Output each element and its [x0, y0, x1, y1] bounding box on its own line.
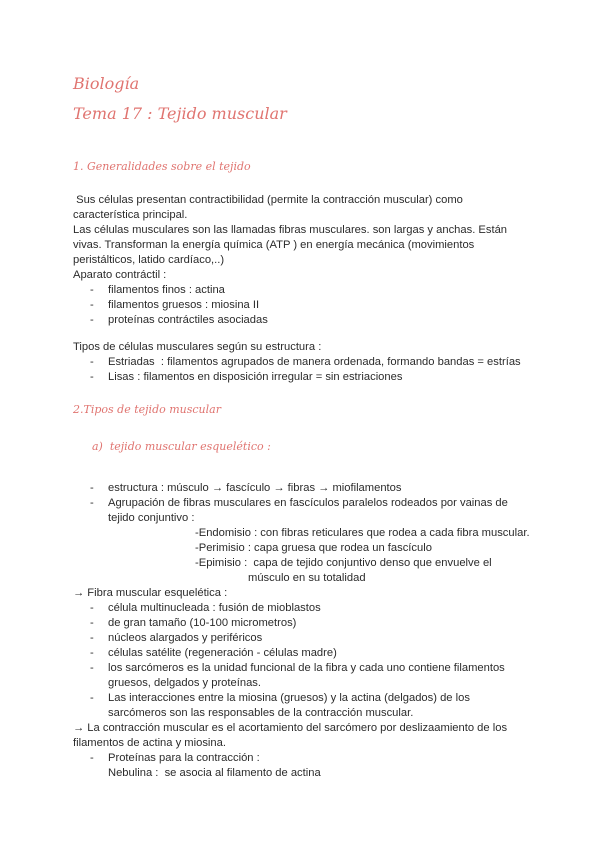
section1-intro [73, 193, 543, 328]
list-item: - de gran tamaño (10-100 micrometros) [73, 616, 543, 631]
list-item: - Las interacciones entre la miosina (gruesos) y la actina (delgados) de los [73, 691, 543, 706]
list-item: - Estriadas : filamentos agrupados de manera ordenada, formando bandas = estrías [73, 355, 543, 370]
sheath-item: -Endomisio : con fibras reticulares que rodea a cada fibra muscular. [195, 527, 530, 539]
list-item: - célula multinucleada : fusión de mioblastos [73, 601, 543, 616]
paragraph-line: vivas. Transforman la energía química (ATP ) en energía mecánica (movimientos [73, 239, 475, 251]
paragraph-line: peristálticos, latido cardíaco,..) [73, 254, 225, 266]
subject-title: Biología [73, 74, 140, 93]
paragraph-line: Las células musculares son las llamadas fibras musculares. son largas y anchas. Están [73, 224, 508, 236]
list-item-continuation: gruesos, delgados y proteínas. [108, 677, 261, 689]
paragraph-line: Sus células presentan contractibilidad (permite la contracción muscular) como [73, 194, 463, 206]
list-item: - filamentos gruesos : miosina II [73, 298, 543, 313]
section2-body [73, 481, 543, 781]
topic-title: Tema 17 : Tejido muscular [73, 104, 287, 123]
paragraph-line: característica principal. [73, 209, 188, 221]
subsection-heading-esqueletico: a) tejido muscular esquelético : [92, 440, 271, 453]
paragraph-line: Aparato contráctil : [73, 269, 167, 281]
list-item: - estructura : músculo → fascículo → fibras → miofilamentos [73, 481, 543, 496]
list-item: - Lisas : filamentos en disposición irregular = sin estriaciones [73, 370, 543, 385]
list-item: - Proteínas para la contracción : [73, 751, 543, 766]
paragraph-line: filamentos de actina y miosina. [73, 737, 226, 749]
sheath-item: -Perimisio : capa gruesa que rodea un fascículo [195, 542, 432, 554]
list-item: - núcleos alargados y periféricos [73, 631, 543, 646]
paragraph-line: → La contracción muscular es el acortamiento del sarcómero por deslizaamiento de los [73, 722, 508, 734]
list-item: - proteínas contráctiles asociadas [73, 313, 543, 328]
sheath-item: -Epimisio : capa de tejido conjuntivo denso que envuelve el [195, 557, 492, 569]
list-item: - los sarcómeros es la unidad funcional de la fibra y cada uno contiene filamentos [73, 661, 543, 676]
section1-types [73, 340, 543, 385]
list-item: - células satélite (regeneración - células madre) [73, 646, 543, 661]
list-item-continuation: tejido conjuntivo : [108, 512, 195, 524]
list-item-continuation: sarcómeros son las responsables de la contracción muscular. [108, 707, 414, 719]
section-heading-generalidades: 1. Generalidades sobre el tejido [73, 160, 251, 173]
section-heading-tipos: 2.Tipos de tejido muscular [73, 403, 221, 416]
paragraph-line: Tipos de células musculares según su estructura : [73, 341, 322, 353]
paragraph-line: → Fibra muscular esquelética : [73, 587, 228, 599]
list-item: - Agrupación de fibras musculares en fascículos paralelos rodeados por vainas de [73, 496, 543, 511]
sheath-item-continuation: músculo en su totalidad [248, 572, 366, 584]
list-item-continuation: Nebulina : se asocia al filamento de actina [108, 767, 321, 779]
list-item: - filamentos finos : actina [73, 283, 543, 298]
